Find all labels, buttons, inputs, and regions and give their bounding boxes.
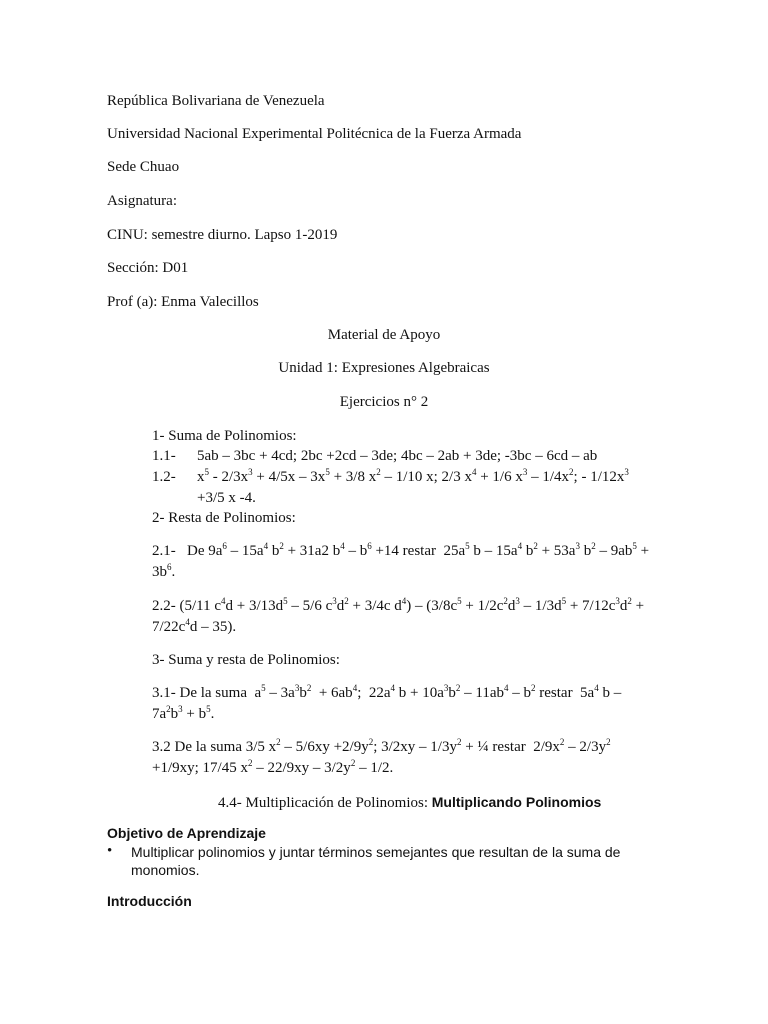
republic-line: República Bolivariana de Venezuela [107,93,325,109]
exercise-2-1-line1: 2.1- De $9a^6 - 15a^4$ $b^2 + 31a2$ $b^4 - b^6 +14$ restar $25a^5$ b – $15a^4$ $b^2 + 53a^3$ $b^2 - 9ab^5$ + [152,541,650,559]
exercise-1-2-number: 1.2- [152,469,176,485]
campus-line: Sede Chuao [107,159,180,175]
section-3-heading: 3- Suma y resta de Polinomios: [152,652,340,668]
professor-line: Prof (a): Enma Valecillos [107,294,259,310]
exercise-1-2-line1: $x^5 - 2/3x^3 + 4/5x - 3x^5 + 3/8$ $x^2 - 1/10$ x; 2/3 $x^4 + 1/6$ $x^3 - 1/4x^2$; - $1/12x^3$ [197,467,629,485]
material-title: Material de Apoyo [327,327,441,343]
subject-line: Asignatura: [107,193,177,209]
exercise-3-1-line1: 3.1- De la suma $a^5 - 3a^3b^2 + 6ab^4$; $22a^4$ $b + 10a^3b^2 - 11ab^4 - b^2$ restar $5a^4$ b – [152,683,622,701]
university-line: Universidad Nacional Experimental Politécnica de la Fuerza Armada [107,126,522,142]
multiplication-heading [218,793,601,812]
section-line: Sección: D01 [107,260,189,276]
section-2-heading: 2- Resta de Polinomios: [152,510,296,526]
cinu-line: CINU: semestre diurno. Lapso 1-2019 [107,227,338,243]
objective-bullet-line2: monomios. [131,862,200,878]
exercise-1-1-number: 1.1- [152,448,176,464]
bullet-icon: • [107,843,113,859]
introduction-heading: Introducción [107,893,192,909]
multiplication-heading-bold: Multiplicando Polinomios [431,794,602,810]
objective-bullet-line1: Multiplicar polinomios y juntar términos semejantes que resultan de la suma de [131,844,621,860]
exercise-1-2-line2: +3/5 x -4. [197,490,256,506]
unit-title: Unidad 1: Expresiones Algebraicas [278,360,490,376]
exercises-title: Ejercicios n° 2 [339,394,429,410]
exercise-3-2-line1: 3.2 De la suma 3/5 $x^2 - 5/6xy +2/9y^2$; $3/2xy - 1/3y^2$ + ¼ restar $2/9x^2 - 2/3y^2$ [152,737,611,755]
exercise-2-2-line1: 2.2- (5/11 $c^4d + 3/13d^5 - 5/6$ $c^3d^2 + 3/4c$ $d^4) - (3/8c^5 + 1/2c^2d^3 - 1/3d^5 + 7/12c^3d^2$ + [152,596,645,614]
exercise-2-2-line2: $7/22c^4d - 35$). [152,617,237,635]
objective-heading: Objetivo de Aprendizaje [107,825,266,841]
exercise-3-1-line2: $7a^2b^3 + b^5$. [152,704,215,722]
exercise-1-1: 5ab – 3bc + 4cd; 2bc +2cd – 3de; 4bc – 2ab + 3de; -3bc – 6cd – ab [197,448,598,464]
multiplication-heading-plain: 4.4- Multiplicación de Polinomios: [218,795,432,811]
section-1-heading: 1- Suma de Polinomios: [152,428,297,444]
exercise-3-2-line2: +1/9xy; 17/45 $x^2 - 22/9xy - 3/2y^2 - 1/2$. [152,758,394,776]
exercise-2-1-line2: $3b^6$. [152,562,176,580]
